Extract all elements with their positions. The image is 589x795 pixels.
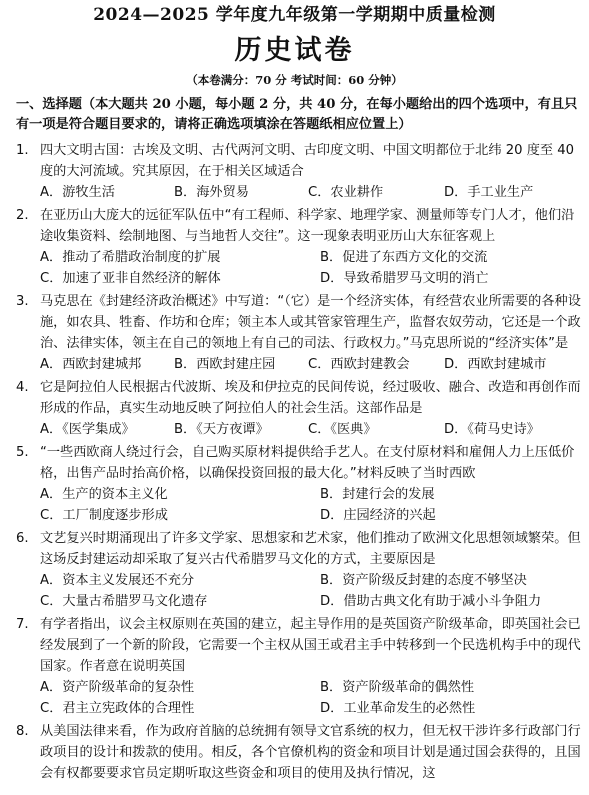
option-a: A．资产阶级革命的复杂性 <box>40 680 195 695</box>
option-a: A．推动了希腊政治制度的扩展 <box>40 250 221 265</box>
question-stem <box>16 377 582 419</box>
exam-title: 2024—2025 学年度九年级第一学期期中质量检测 <box>93 5 496 25</box>
option-a: A．《医学集成》 <box>40 422 135 437</box>
question-text: 在亚历山大庞大的远征军队伍中“有工程师、科学家、地理学家、测量师等专门人才，他们沿途收集资料、绘制地图、与当地哲人交往”。这一现象表明亚历山大东征客观上 <box>40 208 575 244</box>
question-number: 3. <box>16 294 29 309</box>
question-text: 马克思在《封建经济政治概述》中写道：“（它）是一个经济实体，有经营农业所需要的各种设施，如农具、牲畜、作坊和仓库；领主本人或其管家管理生产，监督农奴劳动，它还是一个政治、法律实体，领主在自己的领地上有自己的司法、行政权力。”马克思所说的“经济实体”是 <box>40 294 581 351</box>
option-c: C．君主立宪政体的合理性 <box>40 701 195 716</box>
answer-options <box>16 419 582 440</box>
question-3 <box>16 291 582 375</box>
option-b: B．资产阶级反封建的态度不够坚决 <box>320 573 527 588</box>
option-c: C．加速了亚非自然经济的解体 <box>40 271 221 286</box>
option-a: A．资本主义发展还不充分 <box>40 573 195 588</box>
option-c: C．农业耕作 <box>308 185 384 200</box>
subject-title: 历史试卷 <box>234 35 355 66</box>
answer-options <box>16 677 582 719</box>
answer-options <box>16 247 582 289</box>
question-number: 7. <box>16 617 29 632</box>
question-stem <box>16 614 582 677</box>
section-heading: 一、选择题（本大题共 20 小题，每小题 2 分，共 40 分，在每小题给出的四个选项中，有且只有一项是符合题目要求的，请将正确选项填涂在答题纸相应位置上） <box>16 97 578 132</box>
question-8 <box>16 721 582 784</box>
question-stem <box>16 528 582 570</box>
question-text: 从美国法律来看，作为政府首脑的总统拥有领导文官系统的权力，但无权干涉许多行政部门行政项目的设计和拨款的使用。相反，各个官僚机构的资金和项目计划是通过国会获得的，且国会有权都要要求官员定期听取这些资金和项目的使用及执行情况，这 <box>40 724 581 781</box>
option-a: A．生产的资本主义化 <box>40 487 168 502</box>
question-number: 6. <box>16 531 29 546</box>
answer-options <box>16 570 582 612</box>
option-b: B．西欧封建庄园 <box>174 357 276 372</box>
question-2 <box>16 205 582 289</box>
question-stem <box>16 721 582 784</box>
option-b: B．《天方夜谭》 <box>174 422 269 437</box>
question-stem <box>16 140 582 182</box>
option-c: C．大量古希腊罗马文化遗存 <box>40 594 208 609</box>
answer-options <box>16 182 582 203</box>
answer-options <box>16 354 582 375</box>
option-c: C．工厂制度逐步形成 <box>40 508 168 523</box>
question-5 <box>16 442 582 526</box>
option-c: C．西欧封建教会 <box>308 357 410 372</box>
option-d: D．《荷马史诗》 <box>444 422 540 437</box>
option-d: D．庄园经济的兴起 <box>320 508 436 523</box>
question-stem <box>16 442 582 484</box>
question-text: 有学者指出，议会主权原则在英国的建立，起主导作用的是英国资产阶级革命，即英国社会已经发展到了一个新的阶段，它需要一个主权从国王或君主手中转移到一个民选机构手中的现代国家。作者意在说明英国 <box>40 617 581 674</box>
option-a: A．游牧生活 <box>40 185 115 200</box>
option-d: D．西欧封建城市 <box>444 357 547 372</box>
question-number: 1. <box>16 143 29 158</box>
question-4 <box>16 377 582 440</box>
option-d: D．工业革命发生的必然性 <box>320 701 476 716</box>
question-7 <box>16 614 582 719</box>
option-b: B．促进了东西方文化的交流 <box>320 250 488 265</box>
option-d: D．导致希腊罗马文明的消亡 <box>320 271 489 286</box>
option-b: B．资产阶级革命的偶然性 <box>320 680 475 695</box>
option-c: C．《医典》 <box>308 422 377 437</box>
exam-info: （本卷满分：70 分 考试时间：60 分钟） <box>186 73 403 87</box>
option-b: B．海外贸易 <box>174 185 249 200</box>
question-number: 5. <box>16 445 29 460</box>
option-d: D．手工业生产 <box>444 185 534 200</box>
question-number: 4. <box>16 380 29 395</box>
question-stem <box>16 205 582 247</box>
option-a: A．西欧封建城邦 <box>40 357 142 372</box>
question-stem <box>16 291 582 354</box>
question-6 <box>16 528 582 612</box>
option-b: B．封建行会的发展 <box>320 487 435 502</box>
question-text: 四大文明古国：古埃及文明、古代两河文明、古印度文明、中国文明都位于北纬 20 度至 40 度的大河流域。究其原因，在于相关区域适合 <box>40 143 575 179</box>
question-list <box>16 140 582 786</box>
question-text: 它是阿拉伯人民根据古代波斯、埃及和伊拉克的民间传说，经过吸收、融合、改造和再创作而形成的作品，真实生动地反映了阿拉伯人的社会生活。这部作品是 <box>40 380 581 416</box>
option-d: D．借助古典文化有助于减小斗争阻力 <box>320 594 542 609</box>
question-number: 8. <box>16 724 29 739</box>
question-number: 2. <box>16 208 29 223</box>
question-1 <box>16 140 582 203</box>
question-text: “一些西欧商人绕过行会，自己购买原材料提供给手艺人。在支付原材料和雇佣人力上压低价格，出售产品时抬高价格，以确保投资回报的最大化。”材料反映了当时西欧 <box>40 445 575 481</box>
question-text: 文艺复兴时期涌现出了许多文学家、思想家和艺术家，他们推动了欧洲文化思想领域繁荣。但这场反封建运动却采取了复兴古代希腊罗马文化的方式，主要原因是 <box>40 531 581 567</box>
answer-options <box>16 484 582 526</box>
